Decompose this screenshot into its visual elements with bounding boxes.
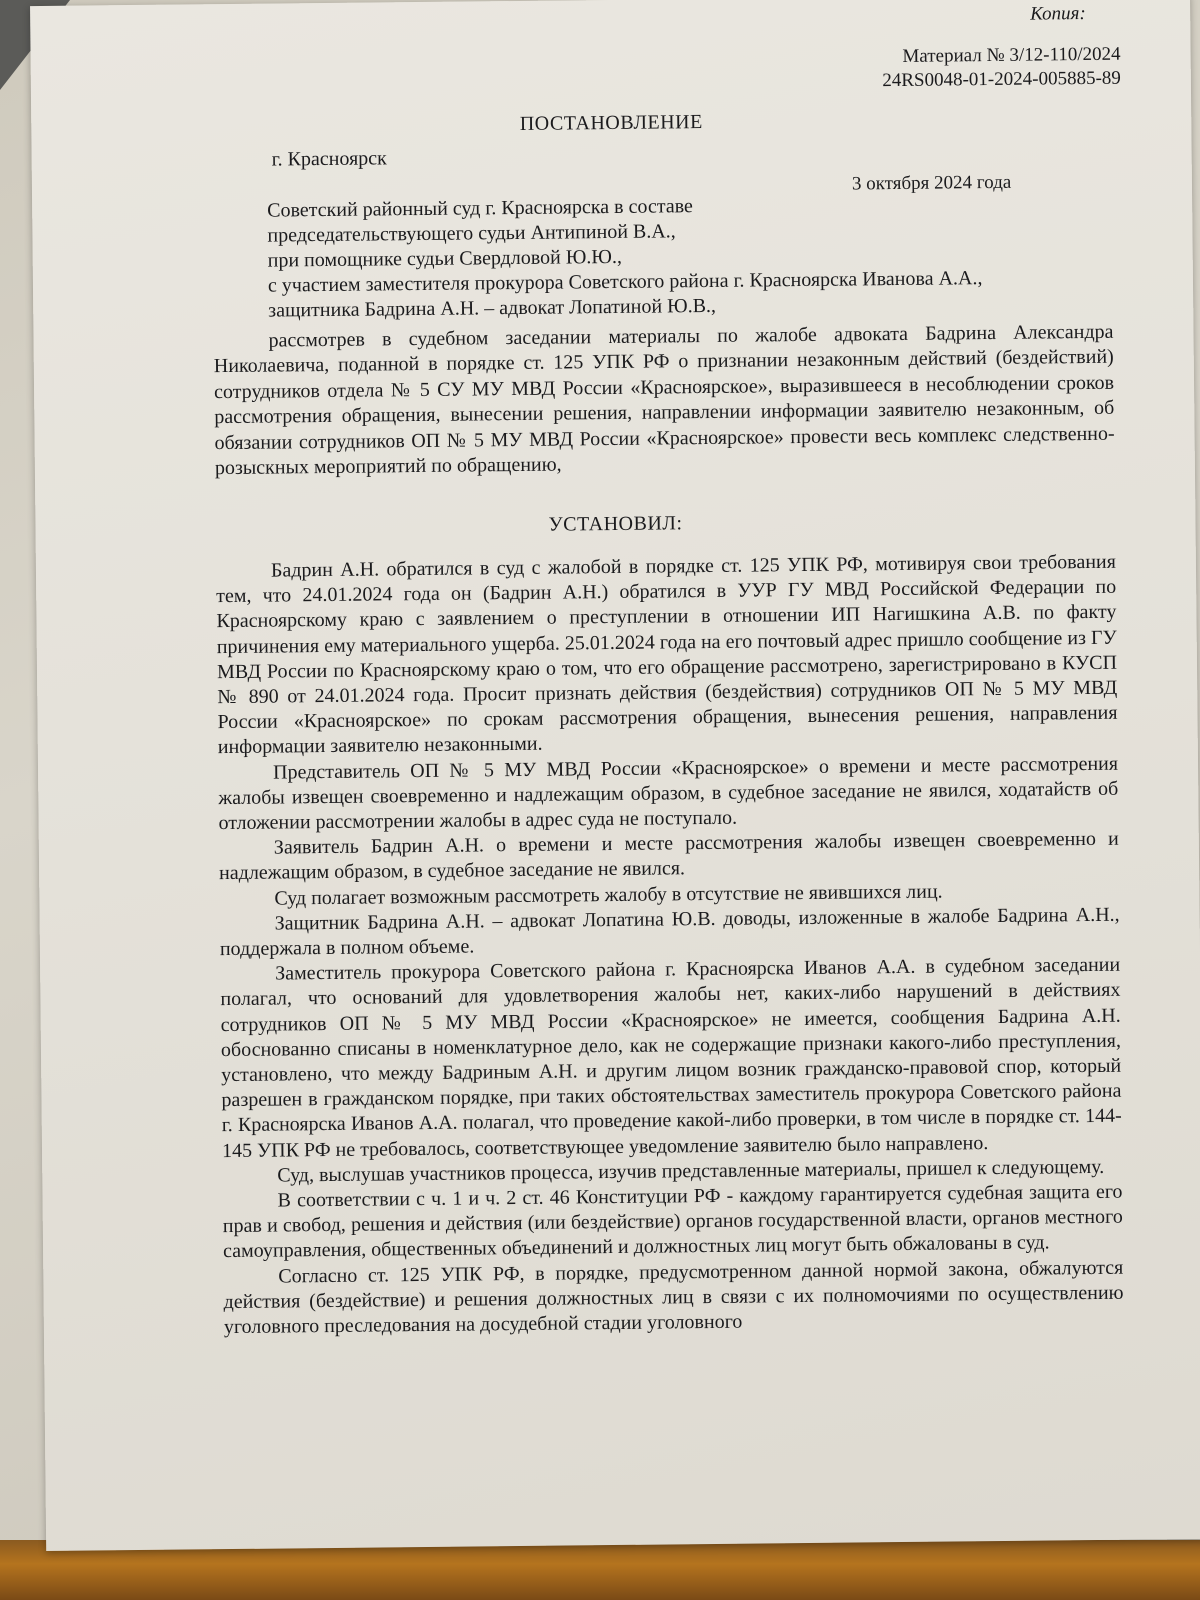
paragraph: Представитель ОП № 5 МУ МВД России «Красноярское» о времени и месте рассмотрения жалобы извещен своевременно и надлежащим образом, в судебное заседание не явился, ходатайств об отложении рассмотрении жалобы в адрес суда не поступало. xyxy=(218,752,1119,835)
copy-mark: Копия: xyxy=(1030,3,1086,25)
court-composition xyxy=(267,190,1108,324)
intro-line: защитника Бадрина А.Н. – адвокат Лопатиной Ю.В., xyxy=(268,294,717,322)
paragraph: Суд полагает возможным рассмотреть жалобу в отсутствие не явившихся лиц. xyxy=(274,880,943,910)
intro-line: с участием заместителя прокурора Советского района г. Красноярска Иванова А.А., xyxy=(267,267,983,297)
paragraph: Заместитель прокурора Советского района г. Красноярска Иванов А.А. в судебном заседании полагал, что оснований для удовлетворения жалобы нет, каких-либо нарушений в действиях сотрудников ОП № 5 МУ МВД России «Красноярское» не имеется, сообщения Бадрина А.Н. обоснованно списаны в номенклатурное дело, как не содержащие признаки какого-либо преступления, установлено, что между Бадриным А.Н. и другим лицом возник гражданско-правовой спор, который разрешен в гражданском порядке, при таких обстоятельствах заместитель прокурора Советского района г. Красноярска Иванов А.А. полагал, что проведение какой-либо проверки, в том числе в порядке ст. 144-145 УПК РФ не требовалось, соответствующее уведомление заявителю было направлено. xyxy=(220,953,1122,1162)
intro-line: председательствующего судьи Антипиной В.А., xyxy=(267,220,676,247)
document-date: 3 октября 2024 года xyxy=(851,171,1012,195)
paragraph: В соответствии с ч. 1 и ч. 2 ст. 46 Конституции РФ - каждому гарантируется судебная защита его прав и свобод, решения и действия (или бездействие) органов государственной власти, органов местного самоуправления, общественных объединений и должностных лиц могут быть обжалованы в суд. xyxy=(222,1180,1123,1263)
paragraph: Заявитель Бадрин А.Н. о времени и месте рассмотрения жалобы извещен своевременно и надлежащим образом, в судебное заседание не явился. xyxy=(219,827,1119,885)
intro-line: при помощнике судьи Свердловой Ю.Ю., xyxy=(267,245,623,272)
document-title: ПОСТАНОВЛЕНИЕ xyxy=(519,111,703,135)
case-number: Материал № 3/12-110/2024 xyxy=(902,43,1121,67)
considered-paragraph: рассмотрев в судебном заседании материалы по жалобе адвоката Бадрина Александра Николаевича, поданной в порядке ст. 125 УПК РФ о признании незаконным действий (бездействий) сотрудников отдела № 5 СУ МУ МВД России «Красноярское», выразившееся в несоблюдении сроков рассмотрения обращения, вынесении решения, направлении информации заявителю незаконным, об обязании сотрудников ОП № 5 МУ МВД России «Красноярское» провести весь комплекс следственно-розыскных мероприятий по обращению, xyxy=(213,320,1115,480)
case-number-block xyxy=(820,43,1120,94)
city: г. Красноярск xyxy=(271,147,387,171)
case-uid: 24RS0048-01-2024-005885-89 xyxy=(882,67,1121,92)
document-body xyxy=(216,550,1124,1341)
paragraph: Суд, выслушав участников процесса, изучив представленные материалы, пришел к следующему. xyxy=(277,1155,1105,1187)
document-page xyxy=(30,0,1200,1551)
paragraph: Бадрин А.Н. обратился в суд с жалобой в порядке ст. 125 УПК РФ, мотивируя свои требования тем, что 24.01.2024 года он (Бадрин А.Н.) обратился в УУР ГУ МВД Российской Федерации по Красноярскому краю с заявлением о преступлении в отношении ИП Нагишкина А.В. по факту причинения ему материального ущерба. 25.01.2024 года на его почтовый адрес пришло сообщение из ГУ МВД России по Красноярскому краю о том, что его обращение рассмотрено, зарегистрировано в КУСП № 890 от 24.01.2024 года. Просит признать действия (бездействия) сотрудников ОП № 5 МУ МВД России «Красноярское» по срокам рассмотрения обращения, вынесения решения, направления информации заявителю незаконными. xyxy=(216,550,1118,759)
established-heading: УСТАНОВИЛ: xyxy=(548,512,683,536)
intro-line: Советский районный суд г. Красноярска в составе xyxy=(267,195,693,222)
paragraph: Защитник Бадрина А.Н. – адвокат Лопатина Ю.В. доводы, изложенные в жалобе Бадрина А.Н., поддержала в полном объеме. xyxy=(219,903,1120,961)
paragraph: Согласно ст. 125 УПК РФ, в порядке, предусмотренном данной нормой закона, обжалуются действия (бездействие) и решения должностных лиц в связи с их полномочиями по осуществлению уголовного преследования на досудебной стадии уголовного xyxy=(223,1256,1124,1339)
